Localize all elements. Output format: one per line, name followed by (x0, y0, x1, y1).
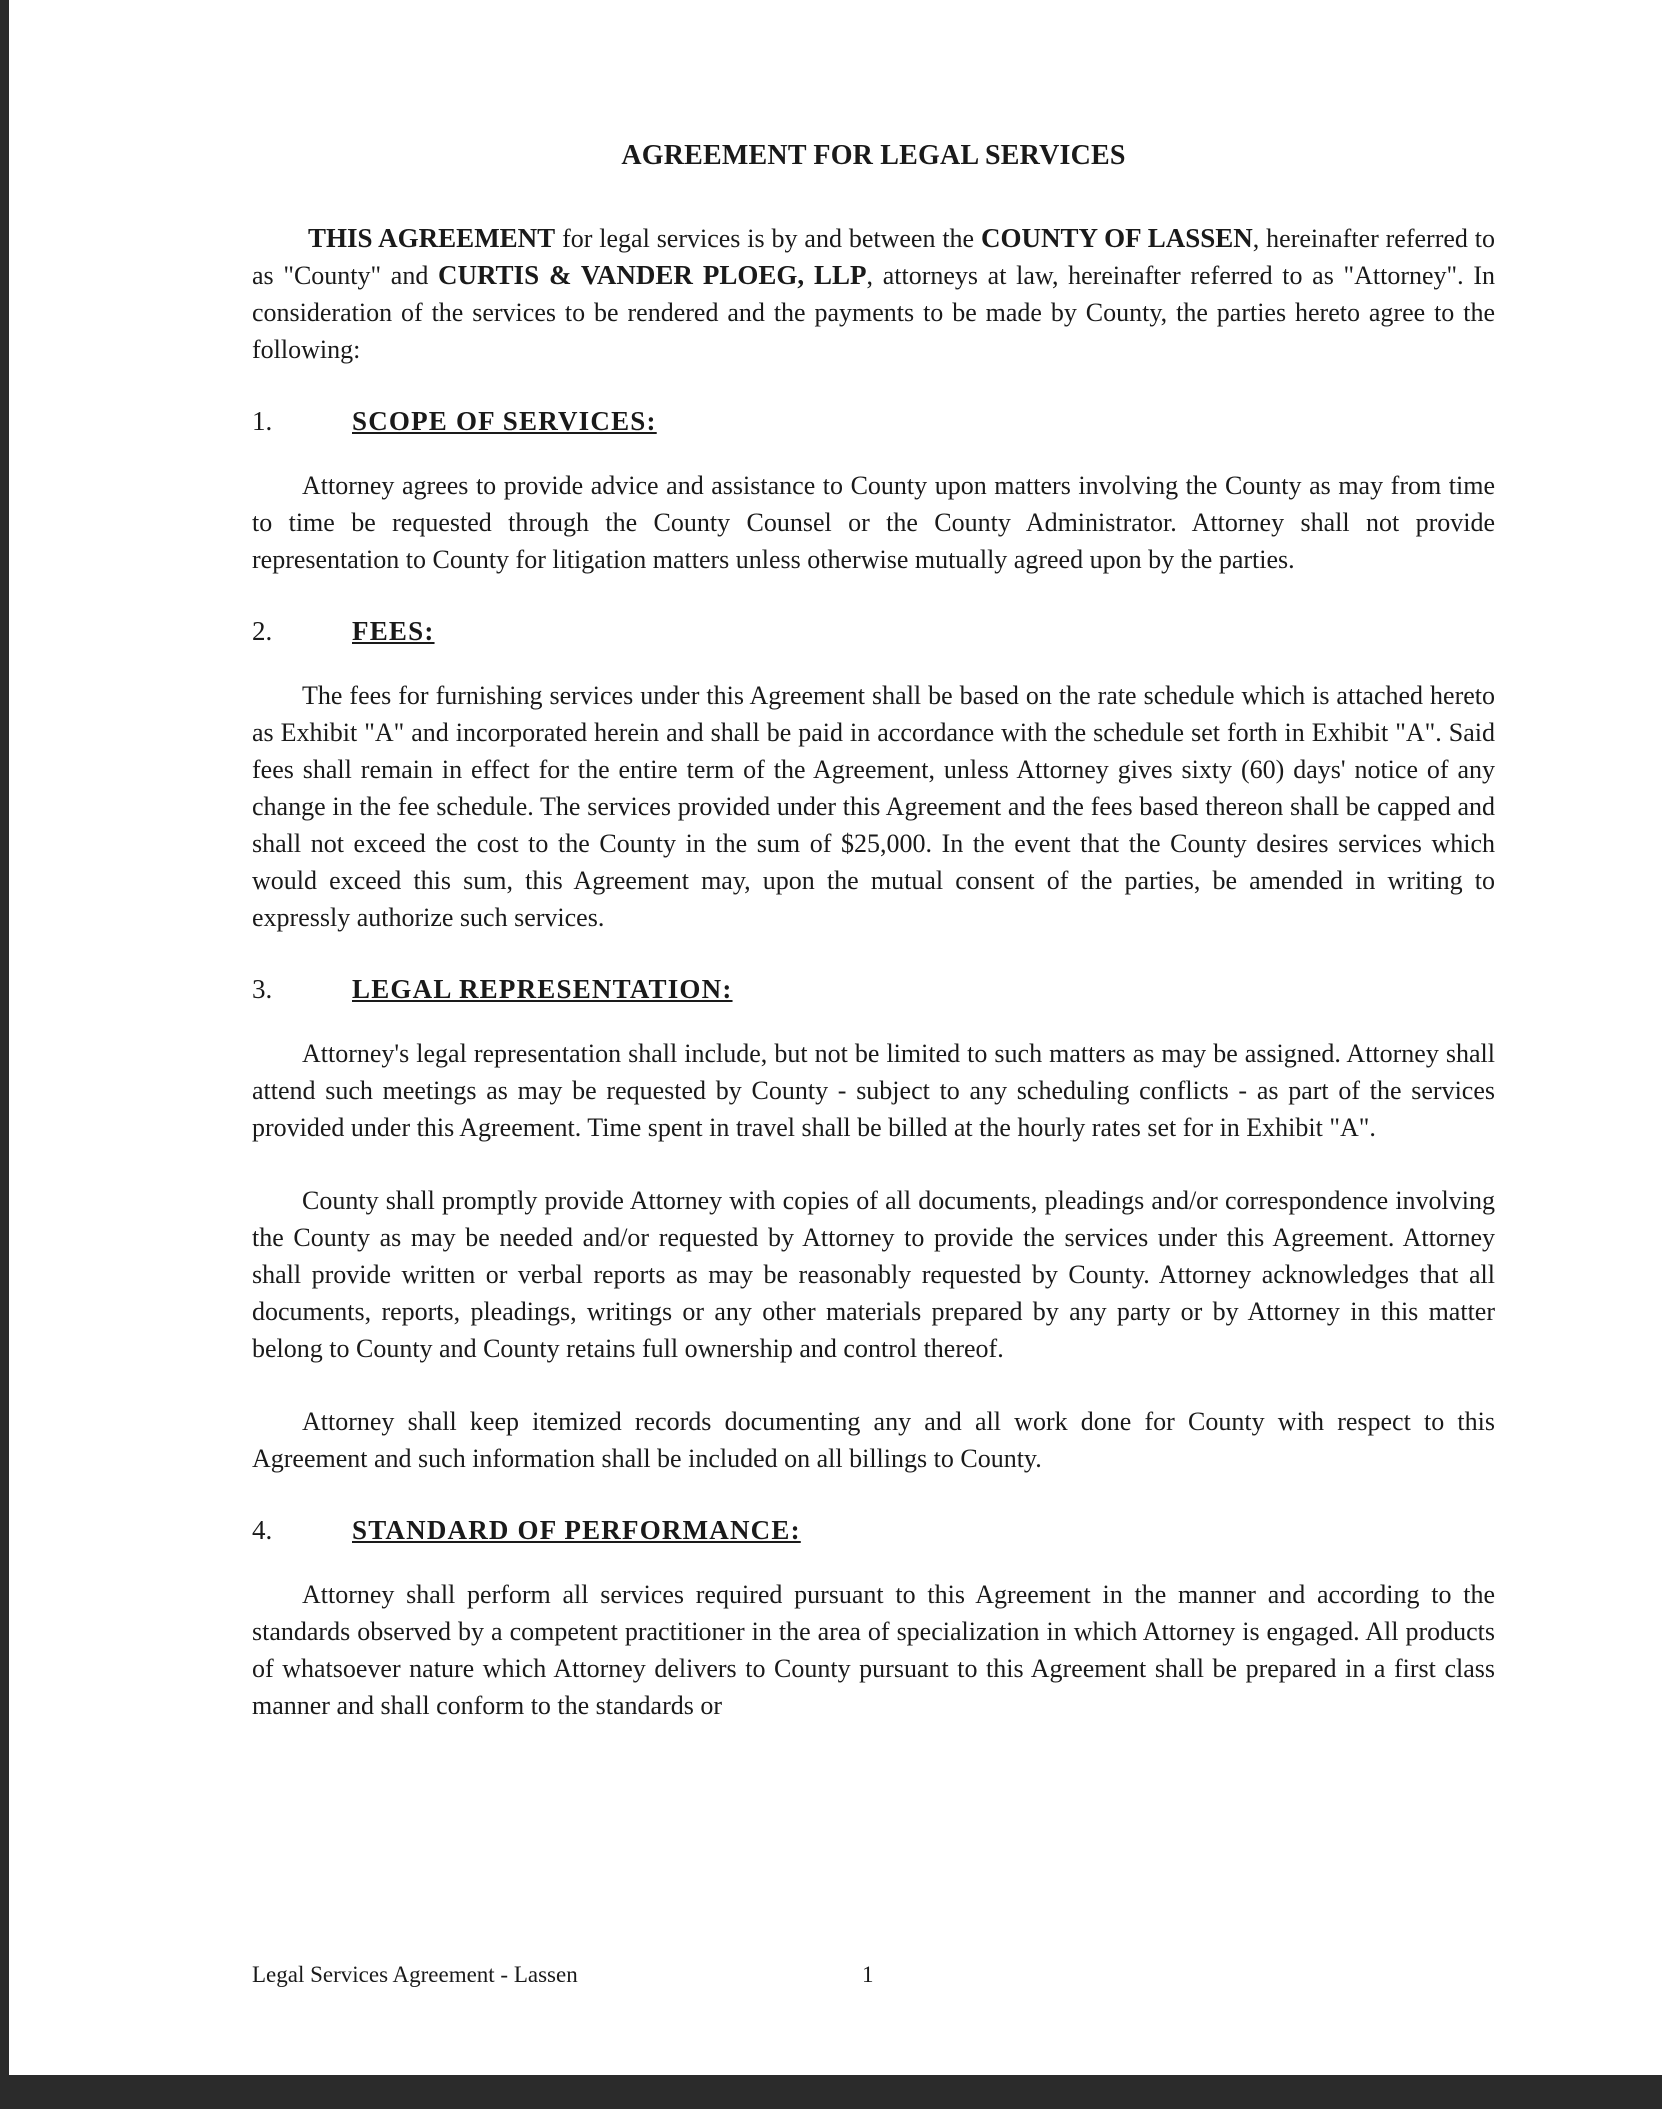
intro-text-1: for legal services is by and between the (555, 224, 981, 253)
section-number: 2. (252, 616, 273, 646)
intro-text-3: , attorneys at law, hereinafter referred to as "Attorney". In consideration of the services to be rendered and the payments to be made by County, the parties hereto agree to the following: (252, 261, 1495, 364)
section-heading-scope (252, 406, 1495, 437)
section-number: 4. (252, 1515, 273, 1545)
section-heading-legal-representation (252, 974, 1495, 1005)
section-paragraph: Attorney shall perform all services required pursuant to this Agreement in the manner and according to the standards observed by a competent practitioner in the area of specialization in which Attorney is engaged. All products of whatsoever nature which Attorney delivers to County pursuant to this Agreement shall be prepared in a first class manner and shall conform to the standards or (252, 1580, 1495, 1720)
scan-left-edge (0, 0, 9, 2109)
section-paragraph: County shall promptly provide Attorney with copies of all documents, pleadings and/or correspondence involving the County as may be needed and/or requested by Attorney to provide the services under this Agreement. Attorney shall provide written or verbal reports as may be reasonably requested by County. Attorney acknowledges that all documents, reports, pleadings, writings or any other materials prepared by any party or by Attorney in this matter belong to County and County retains full ownership and control thereof. (252, 1186, 1495, 1363)
section-title: STANDARD OF PERFORMANCE: (352, 1515, 801, 1545)
intro-firm-name: CURTIS & VANDER PLOEG, LLP (438, 260, 867, 290)
footer-label: Legal Services Agreement - Lassen (252, 1962, 578, 1987)
section-heading-standard-of-performance (252, 1515, 1495, 1546)
section-paragraph: Attorney's legal representation shall include, but not be limited to such matters as may be assigned. Attorney shall attend such meetings as may be requested by County - subject to any scheduling conflicts - as part of the services provided under this Agreement. Time spent in travel shall be billed at the hourly rates set for in Exhibit "A". (252, 1039, 1495, 1142)
section-title: LEGAL REPRESENTATION: (352, 974, 733, 1004)
section-number: 3. (252, 974, 273, 1004)
intro-lead: THIS AGREEMENT (308, 223, 556, 253)
section-number: 1. (252, 406, 273, 436)
document-body (252, 140, 1495, 1760)
section-paragraph: Attorney agrees to provide advice and assistance to County upon matters involving the County as may from time to time be requested through the County Counsel or the County Administrator. Attorney shall not provide representation to County for litigation matters unless otherwise mutually agreed upon by the parties. (252, 471, 1495, 574)
intro-county-name: COUNTY OF LASSEN (980, 223, 1253, 253)
section-title: SCOPE OF SERVICES: (352, 406, 657, 436)
section-paragraph: The fees for furnishing services under this Agreement shall be based on the rate schedule which is attached hereto as Exhibit "A" and incorporated herein and shall be paid in accordance with the schedule set forth in Exhibit "A". Said fees shall remain in effect for the entire term of the Agreement, unless Attorney gives sixty (60) days' notice of any change in the fee schedule. The services provided under this Agreement and the fees based thereon shall be capped and shall not exceed the cost to the County in the sum of $25,000. In the event that the County desires services which would exceed this sum, this Agreement may, upon the mutual consent of the parties, be amended in writing to expressly authorize such services. (252, 681, 1495, 932)
page-number: 1 (862, 1962, 874, 1987)
page-footer (252, 1962, 952, 1988)
section-paragraph: Attorney shall keep itemized records documenting any and all work done for County with respect to this Agreement and such information shall be included on all billings to County. (252, 1407, 1495, 1473)
section-heading-fees (252, 616, 1495, 647)
intro-text-2: , hereinafter referred to as "County" and (252, 224, 1495, 290)
intro-paragraph (252, 220, 1495, 368)
document-title: AGREEMENT FOR LEGAL SERVICES (621, 140, 1126, 171)
section-title: FEES: (352, 616, 435, 646)
scan-bottom-edge (0, 2075, 1662, 2109)
